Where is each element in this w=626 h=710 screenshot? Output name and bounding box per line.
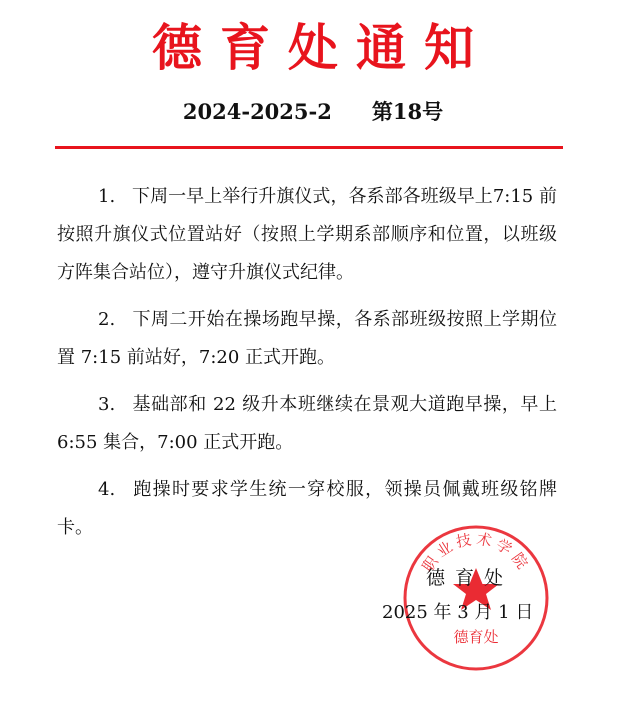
- notice-body: [57, 178, 557, 556]
- document-serial: 第18号: [371, 99, 444, 124]
- official-seal-stamp: [400, 522, 552, 674]
- item-text: 跑操时要求学生统一穿校服，领操员佩戴班级铭牌卡。: [57, 479, 557, 538]
- item-text: 基础部和 22 级升本班继续在景观大道跑早操，早上 6:55 集合，7:00 正式开跑。: [57, 394, 557, 453]
- signature-date: 2025 年 3 月 1 日: [382, 602, 534, 623]
- notice-item-1: [57, 178, 557, 292]
- document-number: [0, 97, 626, 127]
- item-number: 3.: [98, 394, 116, 415]
- notice-item-2: [57, 301, 557, 377]
- document-year: 2024-2025-2: [182, 99, 332, 124]
- notice-item-3: [57, 386, 557, 462]
- seal-ring-text: 职业技术学院: [418, 529, 534, 576]
- seal-center-text: 德育处: [453, 628, 499, 646]
- item-number: 1.: [98, 186, 116, 207]
- signature-organization: 德育处: [426, 567, 514, 589]
- red-divider-line: [55, 146, 563, 149]
- item-text: 下周二开始在操场跑早操，各系部班级按照上学期位置 7:15 前站好，7:20 正式开跑。: [57, 309, 557, 368]
- notice-title: 德育处通知: [152, 18, 492, 77]
- item-text: 下周一早上举行升旗仪式，各系部各班级早上7:15 前按照升旗仪式位置站好（按照上学期系部顺序和位置，以班级方阵集合站位），遵守升旗仪式纪律。: [57, 186, 557, 283]
- item-number: 4.: [98, 479, 116, 500]
- item-number: 2.: [98, 309, 116, 330]
